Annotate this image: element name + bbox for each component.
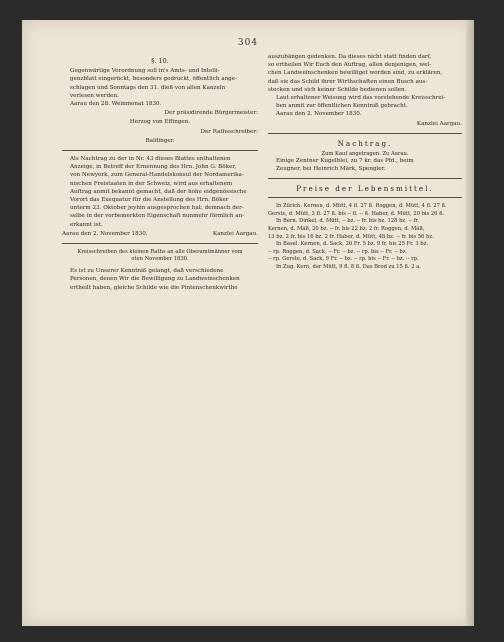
date-line: Aarau den 2. November 1830. [276, 111, 362, 118]
text-line: so ertheilen Wir Euch den Auftrag, allen denjenigen, wel- [268, 62, 432, 69]
text-line: Es ist zu Unserer Kenntniß gelangt, daß verschiedene [70, 268, 224, 275]
price-line: -- rp. Roggen, d. Sack, -- Fr. -- bz. -- rp. bis -- Fr. -- bz. [268, 248, 408, 255]
divider [62, 150, 258, 151]
prices-heading: Preise der Lebensmittel. [296, 184, 434, 194]
left-column [62, 54, 258, 293]
price-line: In Bern. Dinkel, d. Mütt, -- bz. -- fr. bis bz. 128 bz. -- fr. [276, 218, 420, 225]
price-line: Gerste, d. Mütt, 3 fl. 27 ß. bis -- fl. -- ß. Haber, d. Mütt, 20 bis 26 ß. [268, 210, 445, 217]
price-line: In Basel. Kernen, d. Sack, 20 Fr. 5 bz. 9 fr. bis 25 Fr. 3 bz. [276, 241, 429, 248]
text-line: Anzeige, in Betreff der Ernennung des Hrn. John G. Böker, [70, 164, 237, 171]
nachtrag-subheading: Zum Kauf angetragen. Zu Aarau. [321, 151, 409, 158]
right-column [268, 54, 462, 272]
notice-paragraph [268, 95, 462, 110]
text-line: erkannt ist. [70, 221, 103, 228]
signature-title: Der Rathsschreiber: [200, 128, 258, 135]
text-line: Kreisschreiben des kleinen Raths an alle Oberamtmänner vom [77, 249, 243, 256]
ordinance-paragraph [62, 68, 258, 100]
text-line: Gegenwärtige Verordnung soll in's Amts- und Intelli- [70, 68, 220, 75]
signature-title: Der präsidirende Bürgermeister: [164, 110, 258, 117]
text-line: Zeugner, bei Heinrich Märk, Spengler. [276, 165, 386, 172]
price-line: In Zug. Kern, der Mütt, 9 fl. 8 ß. Das Brod zu 15 ß. 2 a. [276, 263, 421, 270]
divider [62, 243, 258, 244]
divider [268, 197, 462, 198]
section-number: §. 10. [151, 57, 169, 65]
text-line: chen Landweinschenken bewilliget worden sind, zu erklären, [268, 70, 443, 77]
signature-name: Kanzlei Aargau. [212, 230, 258, 237]
text-line: Als Nachtrag zu der in Nr. 43 dieses Blattes enthaltenen [70, 156, 231, 163]
page-edge [466, 20, 474, 626]
price-line: In Zürich. Kernen, d. Mütt, 4 fl. 27 ß. Roggen, d. Mütt, 4 fl. 27 ß. [276, 203, 447, 210]
consul-paragraph [62, 156, 258, 229]
newspaper-page [22, 20, 474, 626]
circular-paragraph [62, 268, 258, 292]
text-line: auszuhängen gedenken. Da dieses nicht statt finden darf, [268, 54, 432, 60]
text-line: von Newyork, zum General-Handelskonsul der Nordamerika- [70, 172, 244, 179]
circular-heading [62, 249, 258, 262]
text-line: Personen, denen Wir die Bewilligung zu Landweinschenken [70, 276, 240, 283]
signature-name: Baldinger. [145, 137, 175, 144]
nachtrag-heading: Nachtrag. [337, 138, 393, 148]
price-line: 13 bz. 2 fr. bis 16 bz. 2 fr. Haber, d. Mütt, 48 bz. -- fr. bis 56 bz. [268, 233, 434, 240]
text-line: Vorort das Exequatur für die Anstellung des Hrn. Böker [70, 197, 229, 204]
text-line: selbe in der vorbemerkten Eigenschaft nunmehr förmlich an- [70, 213, 245, 220]
date-line: Aarau den 2. November 1830. [62, 230, 148, 237]
signature-name: Herzog von Effingen. [129, 119, 191, 126]
text-line: Laut erhaltener Weisung wird das vorstehende Kreisschrei- [276, 95, 446, 102]
text-line: stecken und sich keiner Schilde bedienen sollen. [268, 86, 407, 93]
text-line: genzblatt eingerückt, besonders gedruckt, öffentlich ange- [70, 76, 237, 83]
date-signature-row [62, 231, 258, 238]
text-line: Einige Zentner Kugelblei, zu 7 kr. das Pfd., beim [276, 157, 414, 164]
text-line: ertheilt haben, gleiche Schilde wie die Pintenschenkwirthe [70, 284, 238, 291]
text-line: schlagen und Sonntags den 31. dieß von allen Kanzeln [70, 84, 226, 91]
nachtrag-paragraph [268, 158, 462, 173]
text-line: daß sie das Schild ihrer Wirthschaften einen Busch aus- [268, 78, 428, 85]
text-line: ben anmit zur öffentlichen Kenntniß gebracht. [276, 103, 408, 110]
signature-name: Kanzlei Aargau. [416, 120, 462, 127]
price-line: Kernen, d. Mäß, 20 bz. -- fr. bis 22 bz. 2 fr. Roggen, d. Mäß, [268, 226, 425, 233]
text-line: unterm 23. Oktober jeyhin ausgesprochen hat; demnach der- [70, 205, 244, 212]
text-line: Auftrag anmit bekannt gemacht, daß der hohe eidgenössische [70, 188, 247, 195]
divider [268, 133, 462, 134]
price-line: -- rp. Gerste, d. Sack, 9 Fr. -- bz. -- rp. bis -- Fr. -- bz. -- rp. [268, 256, 419, 263]
prices-list [268, 203, 462, 270]
text-line: verlesen werden. [70, 92, 119, 99]
circular-continued [268, 54, 462, 94]
text-line: nischen Freistaaten in der Schweiz, wird aus erhaltenem [70, 180, 233, 187]
divider [268, 178, 462, 179]
page-number: 304 [237, 38, 259, 48]
text-line: oten November 1830. [131, 255, 189, 262]
date-line: Aarau den 28. Weinmonat 1830. [70, 101, 162, 108]
